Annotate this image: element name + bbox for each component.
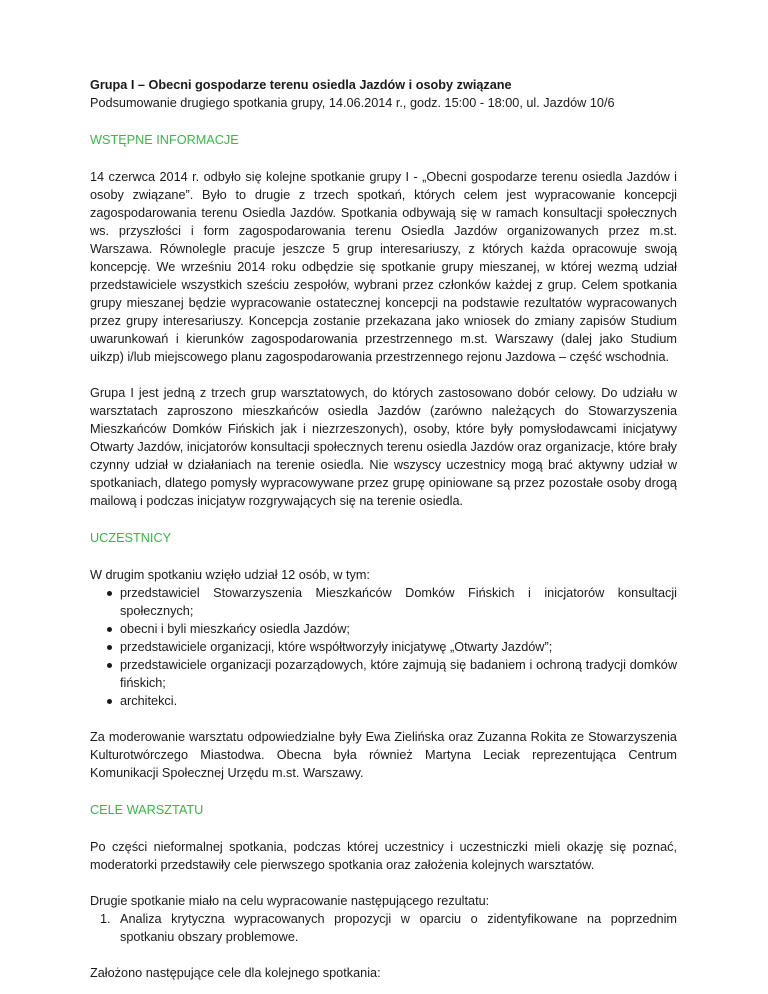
bullet-icon xyxy=(107,627,112,632)
list-item-text: architekci. xyxy=(120,694,178,708)
list-item-text: przedstawiciele organizacji, które współtworzyły inicjatywę „Otwarty Jazdów”; xyxy=(120,640,553,654)
bullet-icon xyxy=(107,663,112,668)
list-item xyxy=(90,620,677,638)
goals-next: Założono następujące cele dla kolejnego spotkania: xyxy=(90,966,381,980)
participants-lead: W drugim spotkaniu wzięło udział 12 osób, w tym: xyxy=(90,568,370,582)
list-item xyxy=(90,656,677,692)
goals-paragraph: Po części nieformalnej spotkania, podczas której uczestnicy i uczestniczki mieli okazję się poznać, moderatorki przedstawiły cele pierwszego spotkania oraz założenia kolejnych warsztatów. xyxy=(90,840,677,872)
list-item-text: przedstawiciele organizacji pozarządowych, które zajmują się badaniem i ochroną tradycji domków fińskich; xyxy=(120,658,677,690)
list-item xyxy=(90,692,677,710)
list-item-text: obecni i byli mieszkańcy osiedla Jazdów; xyxy=(120,622,350,636)
participants-list xyxy=(90,584,677,710)
goals-lead: Drugie spotkanie miało na celu wypracowanie następującego rezultatu: xyxy=(90,894,490,908)
list-item-text: Analiza krytyczna wypracowanych propozycji w oparciu o zidentyfikowane na poprzednim spotkaniu obszary problemowe. xyxy=(120,912,677,944)
list-item xyxy=(90,638,677,656)
document-page xyxy=(90,76,677,982)
intro-paragraph-1: 14 czerwca 2014 r. odbyło się kolejne spotkanie grupy I - „Obecni gospodarze terenu osiedla Jazdów i osoby związane”. Było to drugie z trzech spotkań, których celem jest wypracowanie koncepcji zagospodarowania terenu Osiedla Jazdów. Spotkania odbywają się w ramach konsultacji społecznych ws. przyszłości i form zagospodarowania terenu Osiedla Jazdów organizowanych przez m.st. Warszawa. Równolegle pracuje jeszcze 5 grup interesariuszy, z których każda opracowuje swoją koncepcję. We wrześniu 2014 roku odbędzie się spotkanie grupy mieszanej, w której wezmą udział przedstawiciele wszystkich sześciu zespołów, wybrani przez członków każdej z grup. Celem spotkania grupy mieszanej będzie wypracowanie ostatecznej koncepcji na podstawie rezultatów wypracowanych przez grupy interesariuszy. Koncepcja zostanie przekazana jako wniosek do zmiany zapisów Studium uwarunkowań i kierunków zagospodarowania przestrzennego m.st. Warszawy (dalej jako Studium uikzp) i/lub miejscowego planu zagospodarowania przestrzennego rejonu Jazdowa – część wschodnia. xyxy=(90,170,677,364)
list-item xyxy=(90,910,677,946)
bullet-icon xyxy=(107,645,112,650)
section-heading-goals: CELE WARSZTATU xyxy=(90,803,204,817)
document-subtitle: Podsumowanie drugiego spotkania grupy, 14.06.2014 r., godz. 15:00 - 18:00, ul. Jazdów 10/6 xyxy=(90,96,615,110)
document-title: Grupa I – Obecni gospodarze terenu osiedla Jazdów i osoby związane xyxy=(90,78,512,92)
list-item xyxy=(90,584,677,620)
bullet-icon xyxy=(107,699,112,704)
list-number: 1. xyxy=(100,912,111,926)
section-heading-intro: WSTĘPNE INFORMACJE xyxy=(90,133,239,147)
goals-list xyxy=(90,910,677,946)
participants-closing: Za moderowanie warsztatu odpowiedzialne były Ewa Zielińska oraz Zuzanna Rokita ze Stowarzyszenia Kulturotwórczego Miastodwa. Obecna była również Martyna Leciak reprezentująca Centrum Komunikacji Społecznej Urzędu m.st. Warszawy. xyxy=(90,730,677,780)
list-item-text: przedstawiciel Stowarzyszenia Mieszkańców Domków Fińskich i inicjatorów konsultacji społecznych; xyxy=(120,586,677,618)
intro-paragraph-2: Grupa I jest jedną z trzech grup warsztatowych, do których zastosowano dobór celowy. Do udziału w warsztatach zaproszono mieszkańców osiedla Jazdów (zarówno należących do Stowarzyszenia Mieszkańców Domków Fińskich jak i niezrzeszonych), osoby, które były pomysłodawcami inicjatywy Otwarty Jazdów, inicjatorów konsultacji społecznych terenu osiedla Jazdów oraz organizacje, które brały czynny udział w działaniach na terenie osiedla. Nie wszyscy uczestnicy mogą brać aktywny udział w spotkaniach, dlatego pomysły wypracowywane przez grupę opiniowane są przez pozostałe osoby drogą mailową i podczas inicjatyw rozgrywających się na terenie osiedla. xyxy=(90,386,677,508)
bullet-icon xyxy=(107,591,112,596)
section-heading-participants: UCZESTNICY xyxy=(90,531,172,545)
